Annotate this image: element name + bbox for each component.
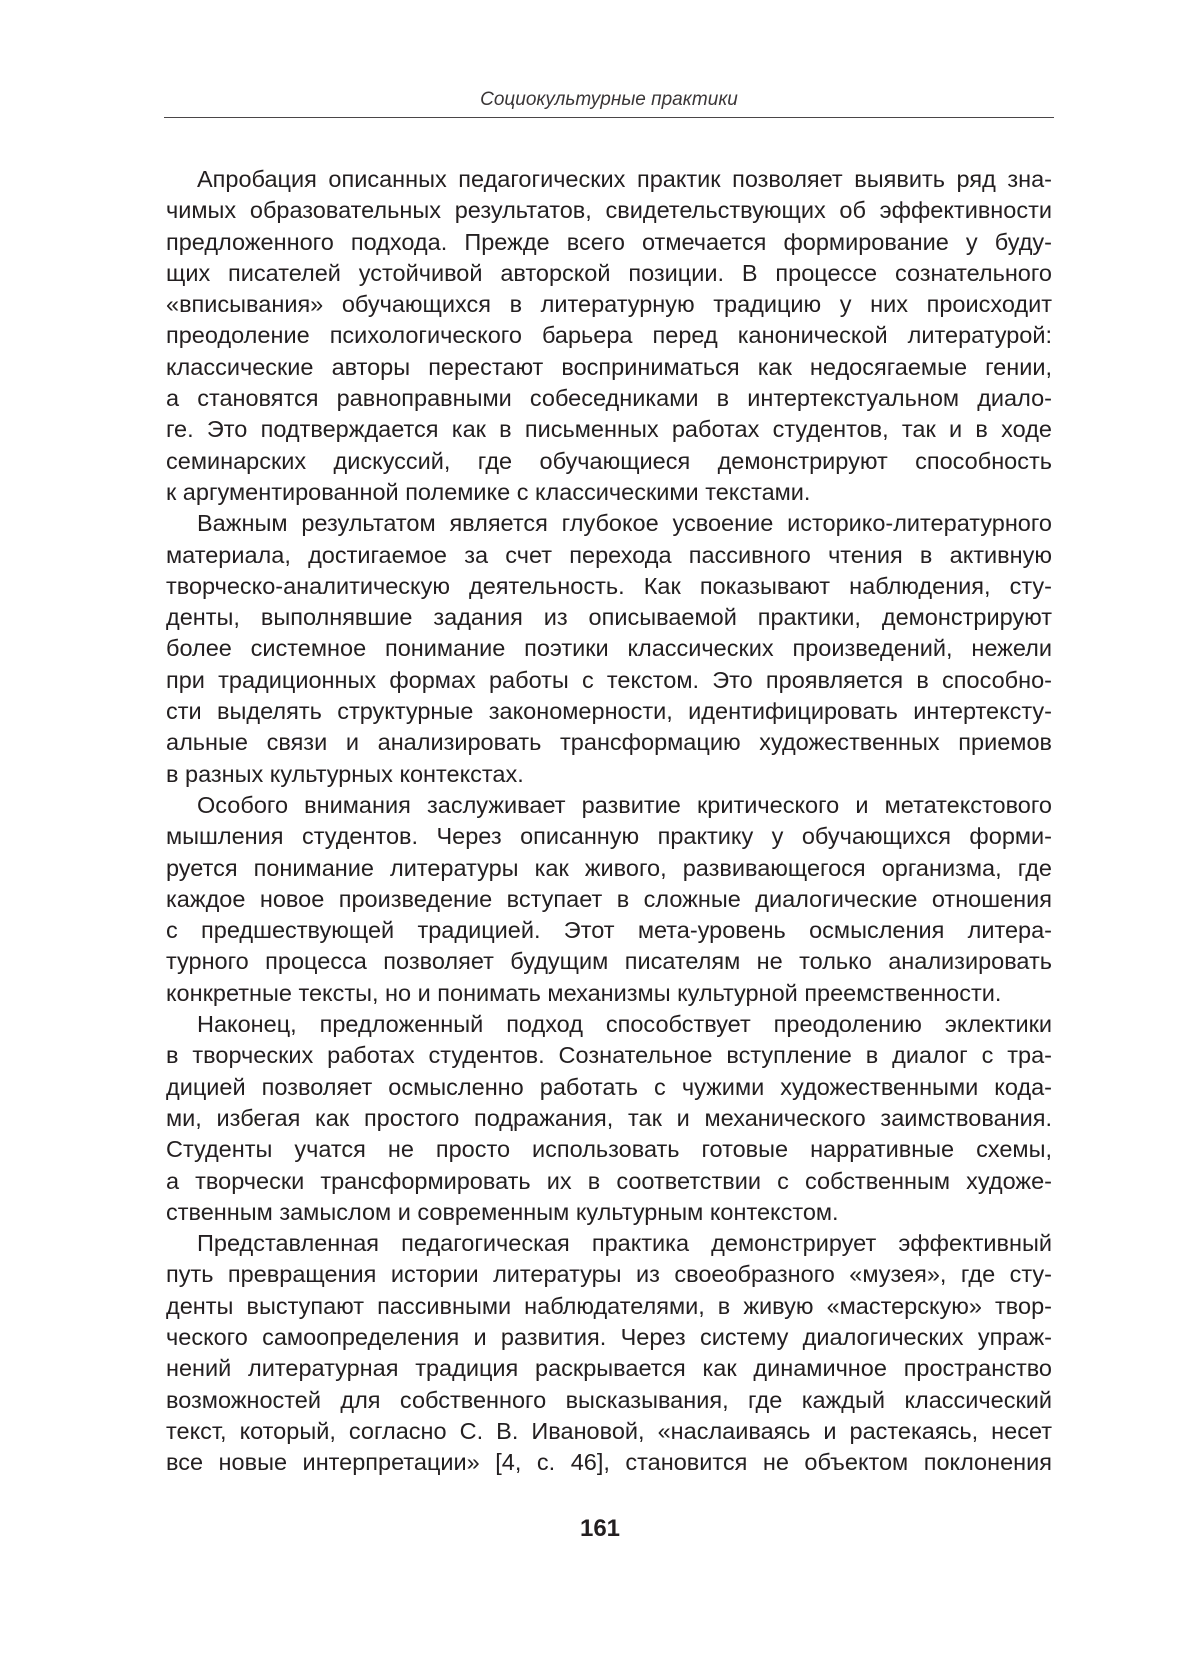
paragraph bbox=[166, 508, 1052, 790]
text-line: Студенты учатся не просто использовать готовые нарративные схемы, bbox=[166, 1136, 1052, 1163]
text-line: в разных культурных контекстах. bbox=[166, 760, 524, 787]
text-line: ственным замыслом и современным культурным контекстом. bbox=[166, 1198, 839, 1225]
text-line: конкретные тексты, но и понимать механизмы культурной преемственности. bbox=[166, 979, 1002, 1006]
text-line: руется понимание литературы как живого, развивающегося организма, где bbox=[166, 854, 1052, 881]
text-line: Важным результатом является глубокое усвоение историко-литературного bbox=[197, 510, 1052, 537]
text-line: ческого самоопределения и развития. Через систему диалогических упраж- bbox=[166, 1323, 1052, 1350]
text-line: все новые интерпретации» [4, с. 46], становится не объектом поклонения bbox=[166, 1449, 1052, 1476]
text-line: Наконец, предложенный подход способствует преодолению эклектики bbox=[197, 1011, 1052, 1038]
text-line: чимых образовательных результатов, свидетельствующих об эффективности bbox=[166, 197, 1052, 224]
text-line: а творчески трансформировать их в соответствии с собственным художе- bbox=[166, 1167, 1052, 1194]
text-line: щих писателей устойчивой авторской позиции. В процессе сознательного bbox=[166, 259, 1052, 286]
text-line: каждое новое произведение вступает в сложные диалогические отношения bbox=[166, 885, 1052, 912]
running-header: Социокультурные практики bbox=[480, 89, 738, 110]
text-line: а становятся равноправными собеседниками в интертекстуальном диало- bbox=[166, 385, 1052, 412]
text-line: предложенного подхода. Прежде всего отмечается формирование у буду- bbox=[166, 228, 1052, 255]
text-line: творческо-аналитическую деятельность. Как показывают наблюдения, сту- bbox=[166, 572, 1052, 599]
text-line: Представленная педагогическая практика демонстрирует эффективный bbox=[197, 1230, 1052, 1257]
paragraph bbox=[166, 1009, 1052, 1228]
text-line: турного процесса позволяет будущим писателям не только анализировать bbox=[166, 948, 1052, 975]
text-line: возможностей для собственного высказывания, где каждый классический bbox=[166, 1386, 1052, 1413]
text-line: сти выделять структурные закономерности, идентифицировать интертексту- bbox=[166, 698, 1052, 725]
text-line: денты, выполнявшие задания из описываемой практики, демонстрируют bbox=[166, 604, 1052, 631]
paragraph bbox=[166, 1228, 1052, 1478]
body-text bbox=[166, 164, 1052, 1478]
text-line: классические авторы перестают восприниматься как недосягаемые гении, bbox=[166, 353, 1052, 380]
text-line: ге. Это подтверждается как в письменных работах студентов, так и в ходе bbox=[166, 416, 1052, 443]
text-line: денты выступают пассивными наблюдателями, в живую «мастерскую» твор- bbox=[166, 1292, 1052, 1319]
text-line: материала, достигаемое за счет перехода пассивного чтения в активную bbox=[166, 541, 1052, 568]
text-line: путь превращения истории литературы из своеобразного «музея», где сту- bbox=[166, 1261, 1052, 1288]
text-line: при традиционных формах работы с текстом. Это проявляется в способно- bbox=[166, 666, 1052, 693]
text-line: «вписывания» обучающихся в литературную традицию у них происходит bbox=[166, 291, 1052, 318]
text-line: текст, который, согласно С. В. Ивановой, «наслаиваясь и растекаясь, несет bbox=[166, 1417, 1052, 1444]
text-line: преодоление психологического барьера перед канонической литературой: bbox=[166, 322, 1052, 349]
text-line: ми, избегая как простого подражания, так и механического заимствования. bbox=[166, 1104, 1052, 1131]
text-line: нений литературная традиция раскрывается как динамичное пространство bbox=[166, 1355, 1052, 1382]
text-line: мышления студентов. Через описанную практику у обучающихся форми- bbox=[166, 823, 1052, 850]
text-line: в творческих работах студентов. Сознательное вступление в диалог с тра- bbox=[166, 1042, 1052, 1069]
header-rule bbox=[164, 117, 1054, 118]
paragraph bbox=[166, 790, 1052, 1009]
text-line: с предшествующей традицией. Этот мета-уровень осмысления литера- bbox=[166, 917, 1052, 944]
text-line: дицией позволяет осмысленно работать с чужими художественными кода- bbox=[166, 1073, 1052, 1100]
text-line: семинарских дискуссий, где обучающиеся демонстрируют способность bbox=[166, 447, 1052, 474]
text-line: Апробация описанных педагогических практик позволяет выявить ряд зна- bbox=[197, 166, 1052, 192]
text-line: альные связи и анализировать трансформацию художественных приемов bbox=[166, 729, 1052, 756]
page-number: 161 bbox=[579, 1515, 621, 1542]
text-line: более системное понимание поэтики классических произведений, нежели bbox=[166, 635, 1052, 662]
text-line: Особого внимания заслуживает развитие критического и метатекстового bbox=[197, 791, 1052, 818]
paragraph bbox=[166, 164, 1052, 508]
text-line: к аргументированной полемике с классическими текстами. bbox=[166, 478, 811, 505]
